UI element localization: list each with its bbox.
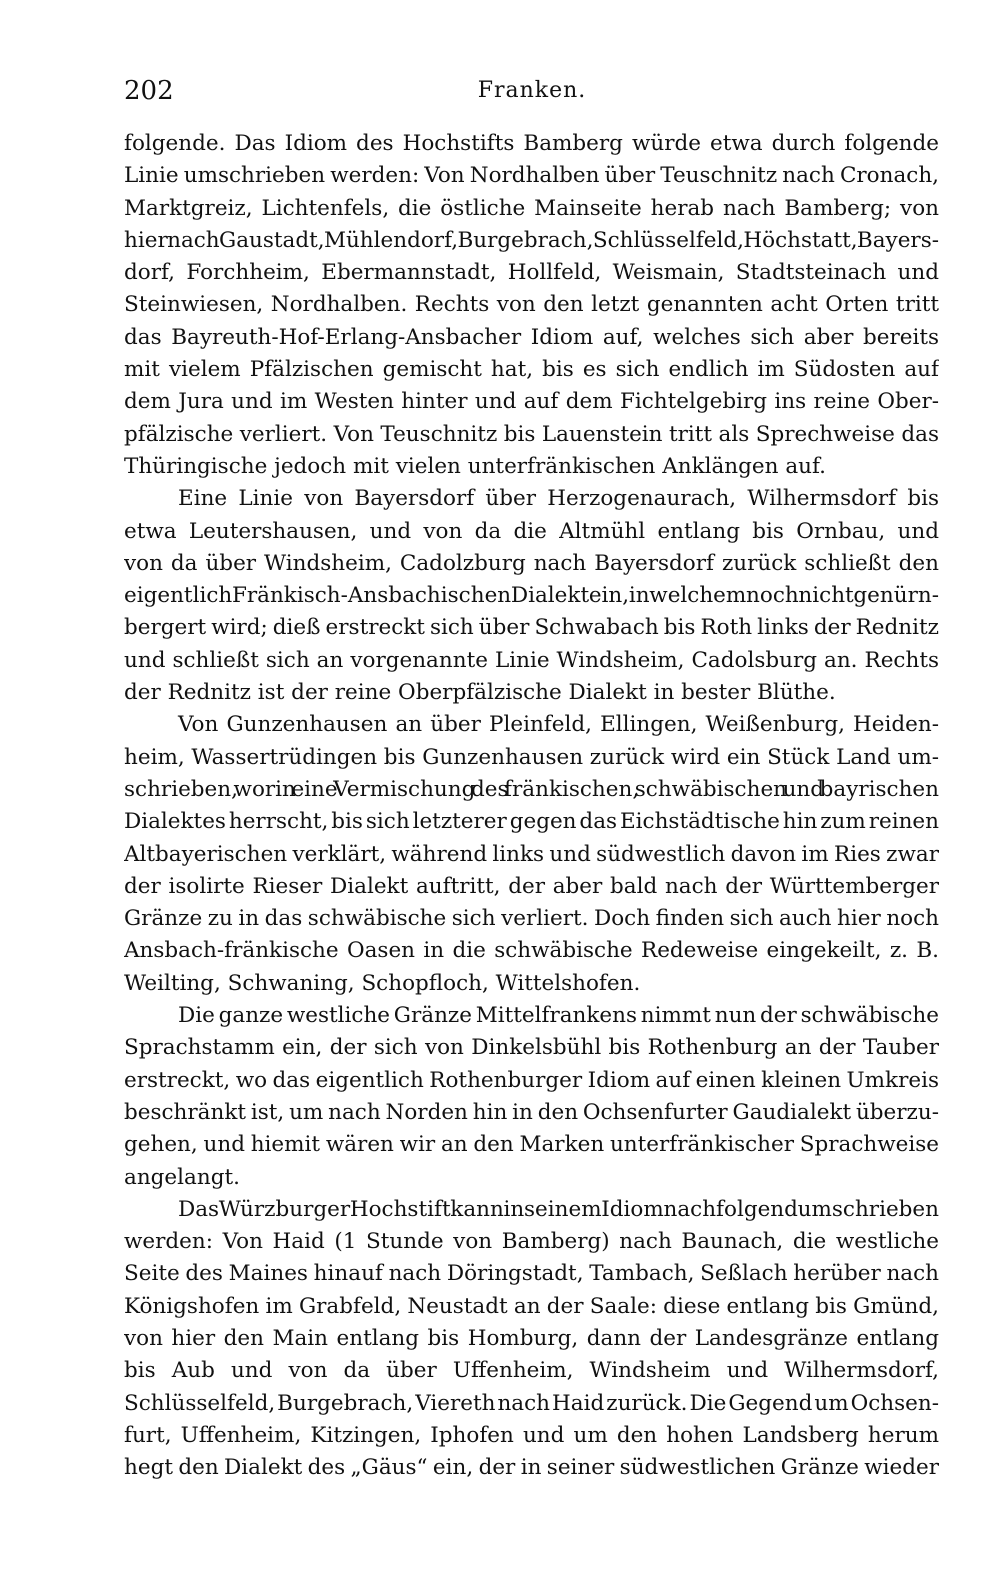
paragraph bbox=[124, 483, 939, 709]
text-line: hier nach Gaustadt, Mühlendorf, Burgebrach, Schlüsselfeld, Höchstatt, Bayers- bbox=[124, 227, 939, 253]
text-line: Thüringische jedoch mit vielen unterfränkischen Anklängen auf. bbox=[124, 453, 827, 479]
text-line: werden: Von Haid (1 Stunde von Bamberg) nach Baunach, die westliche bbox=[124, 1229, 939, 1255]
paragraph bbox=[124, 128, 939, 483]
text-line: von hier den Main entlang bis Homburg, dann der Landesgränze entlang bbox=[124, 1325, 939, 1351]
text-line: Schlüsselfeld, Burgebrach, Viereth nach Haid zurück. Die Gegend um Ochsen- bbox=[124, 1390, 939, 1416]
text-line: dorf, Forchheim, Ebermannstadt, Hollfeld, Weismain, Stadtsteinach und bbox=[124, 260, 939, 286]
text-line: Steinwiesen, Nordhalben. Rechts von den letzt genannten acht Orten tritt bbox=[124, 292, 939, 318]
text-line: etwa Leutershausen, und von da die Altmühl entlang bis Ornbau, und bbox=[124, 518, 939, 544]
text-line: Von Gunzenhausen an über Pleinfeld, Ellingen, Weißenburg, Heiden- bbox=[178, 712, 939, 738]
text-line: mit vielem Pfälzischen gemischt hat, bis es sich endlich im Südosten auf bbox=[124, 357, 939, 383]
text-line: folgende. Das Idiom des Hochstifts Bamberg würde etwa durch folgende bbox=[124, 131, 939, 156]
text-line: Sprachstamm ein, der sich von Dinkelsbühl bis Rothenburg an der Tauber bbox=[124, 1035, 939, 1061]
text-line: und schließt sich an vorgenannte Linie Windsheim, Cadolsburg an. Rechts bbox=[124, 647, 939, 673]
page-header bbox=[124, 74, 940, 114]
text-line: bis Aub und von da über Uffenheim, Windsheim und Wilhermsdorf, bbox=[124, 1358, 939, 1384]
text-line: dem Jura und im Westen hinter und auf dem Fichtelgebirg ins reine Ober- bbox=[124, 389, 939, 415]
text-line: furt, Uffenheim, Kitzingen, Iphofen und um den hohen Landsberg herum bbox=[124, 1422, 939, 1448]
text-line: hegt den Dialekt des „Gäus“ ein, der in seiner südwestlichen Gränze wieder bbox=[124, 1455, 939, 1481]
text-line: erstreckt, wo das eigentlich Rothenburger Idiom auf einen kleinen Umkreis bbox=[124, 1067, 939, 1093]
text-line: eigentlich Fränkisch-Ansbachischen Dialekt ein, in welchem noch nicht genürn- bbox=[124, 583, 939, 609]
text-line: beschränkt ist, um nach Norden hin in den Ochsenfurter Gaudialekt überzu- bbox=[124, 1099, 939, 1125]
text-line: Weilting, Schwaning, Schopfloch, Wittelshofen. bbox=[124, 970, 641, 996]
text-line: gehen, und hiemit wären wir an den Marken unterfränkischer Sprachweise bbox=[124, 1132, 939, 1158]
running-head: Franken. bbox=[477, 78, 587, 103]
text-line: Königshofen im Grabfeld, Neustadt an der Saale: diese entlang bis Gmünd, bbox=[124, 1293, 939, 1319]
text-line: schrieben, worin eine Vermischung des fränkischen, schwäbischen und bayrischen bbox=[124, 776, 939, 802]
text-line: Linie umschrieben werden: Von Nordhalben über Teuschnitz nach Cronach, bbox=[124, 163, 939, 189]
text-line: Seite des Maines hinauf nach Döringstadt, Tambach, Seßlach herüber nach bbox=[124, 1261, 939, 1287]
text-line: pfälzische verliert. Von Teuschnitz bis Lauenstein tritt als Sprechweise das bbox=[124, 421, 939, 447]
paragraph bbox=[124, 1000, 939, 1194]
text-line: Eine Linie von Bayersdorf über Herzogenaurach, Wilhermsdorf bis bbox=[178, 486, 939, 512]
paragraph bbox=[124, 709, 939, 1000]
text-line: der Rednitz ist der reine Oberpfälzische Dialekt in bester Blüthe. bbox=[124, 680, 836, 706]
text-line: Marktgreiz, Lichtenfels, die östliche Mainseite herab nach Bamberg; von bbox=[124, 195, 939, 221]
text-line: heim, Wassertrüdingen bis Gunzenhausen zurück wird ein Stück Land um- bbox=[124, 744, 939, 770]
text-line: von da über Windsheim, Cadolzburg nach Bayersdorf zurück schließt den bbox=[124, 550, 939, 576]
page-number: 202 bbox=[124, 76, 174, 106]
text-line: angelangt. bbox=[124, 1164, 240, 1190]
text-line: Die ganze westliche Gränze Mittelfrankens nimmt nun der schwäbische bbox=[178, 1003, 939, 1029]
text-line: Dialektes herrscht, bis sich letzterer gegen das Eichstädtische hin zum reinen bbox=[124, 809, 939, 835]
text-line: Das Würzburger Hochstift kann in seinem Idiom nachfolgend umschrieben bbox=[178, 1196, 939, 1222]
text-line: Altbayerischen verklärt, während links und südwestlich davon im Ries zwar bbox=[124, 841, 939, 867]
text-line: der isolirte Rieser Dialekt auftritt, der aber bald nach der Württemberger bbox=[124, 873, 939, 899]
text-line: Ansbach-fränkische Oasen in die schwäbische Redeweise eingekeilt, z. B. bbox=[124, 938, 939, 964]
text-line: das Bayreuth-Hof-Erlang-Ansbacher Idiom auf, welches sich aber bereits bbox=[124, 324, 939, 350]
paragraph bbox=[124, 1194, 939, 1485]
text-line: Gränze zu in das schwäbische sich verliert. Doch finden sich auch hier noch bbox=[124, 906, 939, 932]
body-text bbox=[124, 128, 939, 1484]
text-line: bergert wird; dieß erstreckt sich über Schwabach bis Roth links der Rednitz bbox=[124, 615, 939, 641]
